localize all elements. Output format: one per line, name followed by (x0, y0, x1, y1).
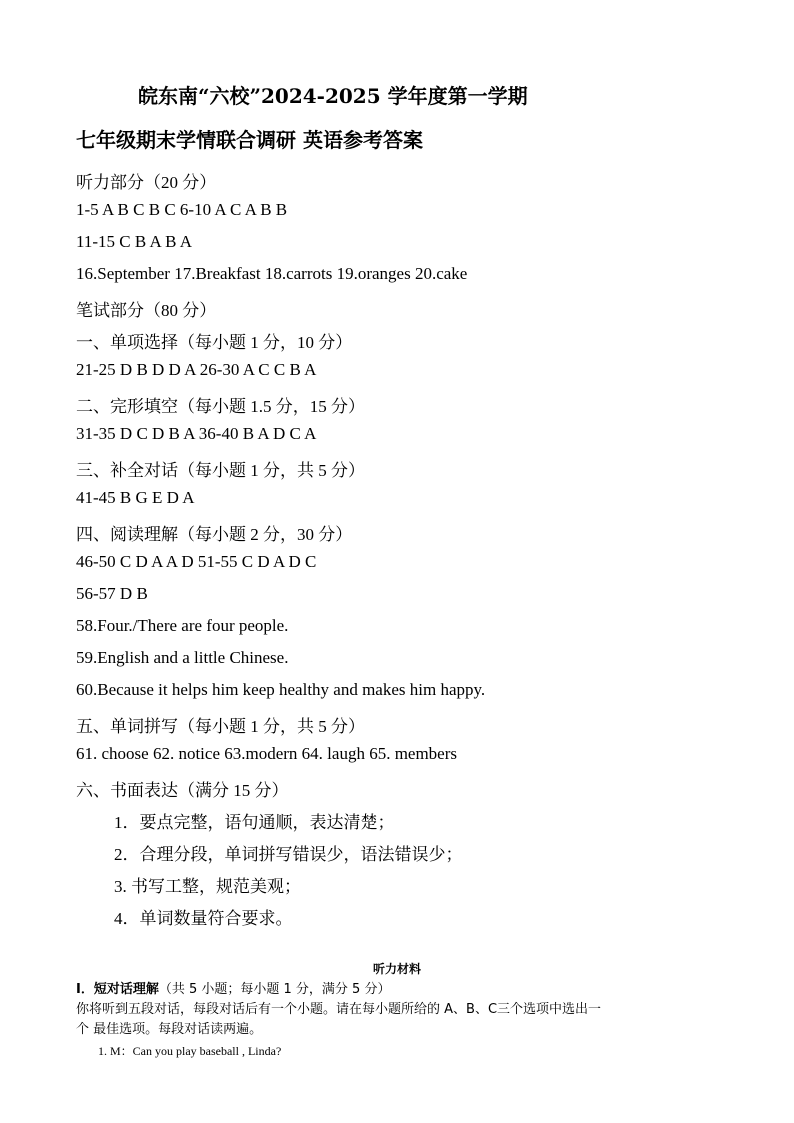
listening-section-title: 听力材料 (372, 962, 421, 976)
answer-line: 61. choose 62. notice 63.modern 64. laugh 65. members (76, 744, 458, 763)
answer-line: 59.English and a little Chinese. (76, 648, 289, 667)
answer-line: 笔试部分（80 分） (76, 301, 217, 320)
listening-instruction: 你将听到五段对话，每段对话后有一个小题。请在每小题所给的 A、B、C三个选项中选出一 (76, 1002, 602, 1017)
answer-line: 46-50 C D A A D 51-55 C D A D C (76, 552, 317, 571)
answer-line: 二、完形填空（每小题 1.5 分，15 分） (76, 397, 365, 416)
answer-line: 一、单项选择（每小题 1 分，10 分） (76, 333, 353, 352)
answer-line: 四、阅读理解（每小题 2 分，30 分） (76, 525, 353, 544)
answer-line: 11-15 C B A B A (76, 232, 193, 251)
answer-line: 六、书面表达（满分 15 分） (76, 781, 289, 800)
criteria-item: 3. 书写工整，规范美观； (114, 877, 301, 896)
answer-line: 三、补全对话（每小题 1 分，共 5 分） (76, 461, 365, 480)
part-detail: （共 5 小题；每小题 1 分，满分 5 分） (158, 982, 391, 997)
answer-line: 31-35 D C D B A 36-40 B A D C A (76, 424, 317, 443)
listening-instruction: 个 最佳选项。每段对话读两遍。 (76, 1022, 263, 1037)
answer-line: 21-25 D B D D A 26-30 A C C B A (76, 360, 317, 379)
answer-line: 56-57 D B (76, 584, 148, 603)
criteria-item: 2．合理分段，单词拼写错误少，语法错误少； (114, 845, 463, 864)
answer-line: 60.Because it helps him keep healthy and makes him happy. (76, 680, 486, 699)
dialog-line: 1. M：Can you play baseball , Linda? (98, 1044, 282, 1058)
answer-line: 听力部分（20 分） (76, 173, 217, 192)
part-label: I．短对话理解 (76, 982, 159, 997)
criteria-item: 1．要点完整，语句通顺，表达清楚； (114, 813, 395, 832)
criteria-item: 4．单词数量符合要求。 (114, 909, 293, 928)
answer-line: 41-45 B G E D A (76, 488, 195, 507)
answer-line: 58.Four./There are four people. (76, 616, 289, 635)
answer-line: 五、单词拼写（每小题 1 分，共 5 分） (76, 717, 365, 736)
answer-line: 1-5 A B C B C 6-10 A C A B B (76, 200, 288, 219)
answer-line: 16.September 17.Breakfast 18.carrots 19.oranges 20.cake (76, 264, 468, 283)
page-title-line-1: 皖东南“六校”2024-2025 学年度第一学期 (138, 84, 528, 108)
page-title-line-2: 七年级期末学情联合调研 英语参考答案 (76, 128, 423, 152)
listening-part-heading (76, 978, 390, 997)
